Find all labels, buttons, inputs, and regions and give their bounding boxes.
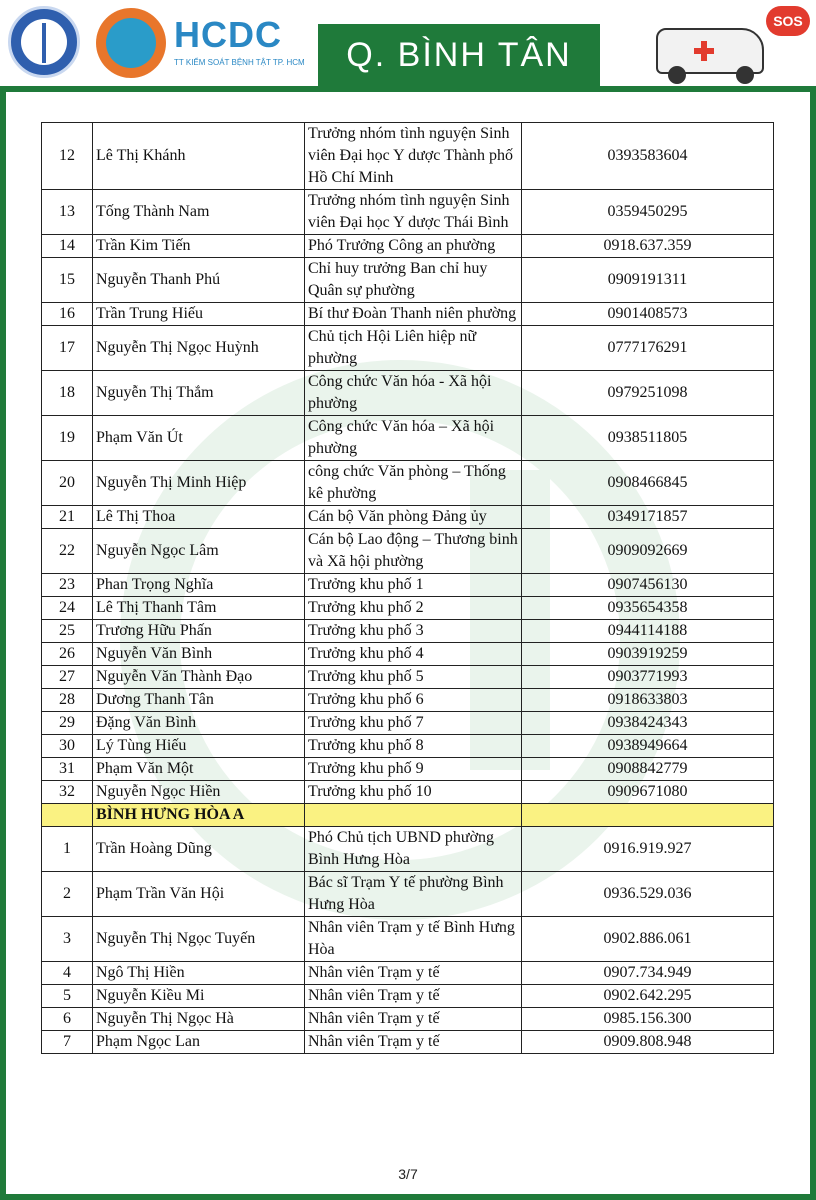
table-row [42, 123, 774, 190]
person-role: Chỉ huy trưởng Ban chỉ huy Quân sự phường [305, 258, 522, 303]
person-name: Nguyễn Ngọc Lâm [93, 529, 305, 574]
person-name: Phạm Trần Văn Hội [93, 872, 305, 917]
table-row [42, 689, 774, 712]
person-role: Trưởng khu phố 9 [305, 758, 522, 781]
person-role: Chủ tịch Hội Liên hiệp nữ phường [305, 326, 522, 371]
person-role: Trưởng nhóm tình nguyện Sinh viên Đại học Y dược Thành phố Hồ Chí Minh [305, 123, 522, 190]
person-name: Lý Tùng Hiếu [93, 735, 305, 758]
table-row [42, 529, 774, 574]
person-name: Nguyễn Thị Ngọc Huỳnh [93, 326, 305, 371]
row-number: 14 [42, 235, 93, 258]
row-number: 3 [42, 917, 93, 962]
phone-number: 0907456130 [522, 574, 774, 597]
table-row [42, 758, 774, 781]
table-row [42, 917, 774, 962]
health-department-seal-icon [8, 6, 80, 78]
person-role: Nhân viên Trạm y tế [305, 985, 522, 1008]
phone-number: 0918.637.359 [522, 235, 774, 258]
person-name: Lê Thị Thanh Tâm [93, 597, 305, 620]
phone-number: 0916.919.927 [522, 827, 774, 872]
section-title: BÌNH HƯNG HÒA A [93, 804, 305, 827]
person-name: Trần Trung Hiếu [93, 303, 305, 326]
person-name: Phạm Văn Út [93, 416, 305, 461]
row-number: 6 [42, 1008, 93, 1031]
table-row [42, 235, 774, 258]
person-name: Tống Thành Nam [93, 190, 305, 235]
table-row [42, 190, 774, 235]
person-name: Phạm Ngọc Lan [93, 1031, 305, 1054]
phone-number: 0908842779 [522, 758, 774, 781]
row-number: 25 [42, 620, 93, 643]
person-role: Cán bộ Văn phòng Đảng ủy [305, 506, 522, 529]
row-number: 15 [42, 258, 93, 303]
phone-number: 0985.156.300 [522, 1008, 774, 1031]
person-name: Nguyễn Thanh Phú [93, 258, 305, 303]
person-role: Bí thư Đoàn Thanh niên phường [305, 303, 522, 326]
row-number: 4 [42, 962, 93, 985]
phone-number: 0936.529.036 [522, 872, 774, 917]
row-number: 1 [42, 827, 93, 872]
person-role: Nhân viên Trạm y tế [305, 1031, 522, 1054]
table-row [42, 872, 774, 917]
phone-number: 0359450295 [522, 190, 774, 235]
table-row [42, 985, 774, 1008]
row-number: 13 [42, 190, 93, 235]
section-header-group [42, 804, 774, 827]
person-role: Bác sĩ Trạm Y tế phường Bình Hưng Hòa [305, 872, 522, 917]
logo-title: HCDC [174, 14, 282, 55]
person-name: Trần Kim Tiến [93, 235, 305, 258]
person-role: Trưởng khu phố 6 [305, 689, 522, 712]
red-cross-vertical [701, 41, 707, 61]
phone-number: 0902.886.061 [522, 917, 774, 962]
page-header [0, 0, 816, 88]
phone-number: 0902.642.295 [522, 985, 774, 1008]
contact-table [41, 122, 774, 1054]
phone-number: 0909.808.948 [522, 1031, 774, 1054]
ambulance-wheel-icon [668, 66, 686, 84]
row-number: 26 [42, 643, 93, 666]
person-role: Nhân viên Trạm y tế Bình Hưng Hòa [305, 917, 522, 962]
person-name: Ngô Thị Hiền [93, 962, 305, 985]
phone-number: 0903771993 [522, 666, 774, 689]
row-number: 18 [42, 371, 93, 416]
section-phone-cell [522, 804, 774, 827]
row-number: 16 [42, 303, 93, 326]
phone-number: 0901408573 [522, 303, 774, 326]
person-name: Nguyễn Văn Bình [93, 643, 305, 666]
person-role: Phó Chủ tịch UBND phường Bình Hưng Hòa [305, 827, 522, 872]
row-number: 12 [42, 123, 93, 190]
phone-number: 0349171857 [522, 506, 774, 529]
table-row [42, 620, 774, 643]
table-row [42, 781, 774, 804]
person-name: Trần Hoàng Dũng [93, 827, 305, 872]
row-number: 7 [42, 1031, 93, 1054]
phone-number: 0935654358 [522, 597, 774, 620]
logo-subtitle: TT KIỂM SOÁT BỆNH TẬT TP. HCM [174, 58, 305, 67]
table-row [42, 735, 774, 758]
table-row [42, 506, 774, 529]
table-row [42, 597, 774, 620]
phone-number: 0909092669 [522, 529, 774, 574]
table-row [42, 574, 774, 597]
row-number: 17 [42, 326, 93, 371]
person-name: Trương Hữu Phấn [93, 620, 305, 643]
phone-number: 0909671080 [522, 781, 774, 804]
person-role: Trưởng khu phố 7 [305, 712, 522, 735]
person-name: Nguyễn Thị Minh Hiệp [93, 461, 305, 506]
table-row [42, 1008, 774, 1031]
person-role: Trưởng khu phố 3 [305, 620, 522, 643]
row-number: 22 [42, 529, 93, 574]
person-role: Trưởng khu phố 2 [305, 597, 522, 620]
phone-number: 0944114188 [522, 620, 774, 643]
table-row [42, 1031, 774, 1054]
person-role: công chức Văn phòng – Thống kê phường [305, 461, 522, 506]
table-row [42, 371, 774, 416]
caduceus-icon [42, 23, 46, 63]
table-row [42, 666, 774, 689]
person-role: Nhân viên Trạm y tế [305, 1008, 522, 1031]
person-name: Lê Thị Khánh [93, 123, 305, 190]
phone-number: 0393583604 [522, 123, 774, 190]
person-role: Trưởng khu phố 5 [305, 666, 522, 689]
hcdc-logo-icon [96, 8, 166, 78]
row-number: 5 [42, 985, 93, 1008]
district-title: Q. BÌNH TÂN [318, 24, 600, 86]
person-role: Trưởng khu phố 10 [305, 781, 522, 804]
section-no-cell [42, 804, 93, 827]
contact-rows [42, 123, 774, 804]
phone-number: 0918633803 [522, 689, 774, 712]
section-contact-rows [42, 827, 774, 1054]
phone-number: 0909191311 [522, 258, 774, 303]
row-number: 23 [42, 574, 93, 597]
phone-number: 0907.734.949 [522, 962, 774, 985]
row-number: 31 [42, 758, 93, 781]
section-role-cell [305, 804, 522, 827]
phone-number: 0908466845 [522, 461, 774, 506]
table-row [42, 643, 774, 666]
person-name: Nguyễn Ngọc Hiền [93, 781, 305, 804]
person-role: Công chức Văn hóa - Xã hội phường [305, 371, 522, 416]
row-number: 21 [42, 506, 93, 529]
person-name: Dương Thanh Tân [93, 689, 305, 712]
phone-number: 0938949664 [522, 735, 774, 758]
page-number: 3/7 [398, 1166, 418, 1182]
person-name: Nguyễn Thị Ngọc Hà [93, 1008, 305, 1031]
person-role: Trưởng khu phố 1 [305, 574, 522, 597]
sos-badge: SOS [766, 6, 810, 36]
row-number: 20 [42, 461, 93, 506]
person-role: Trưởng khu phố 8 [305, 735, 522, 758]
table-row [42, 303, 774, 326]
row-number: 2 [42, 872, 93, 917]
row-number: 24 [42, 597, 93, 620]
row-number: 27 [42, 666, 93, 689]
person-name: Lê Thị Thoa [93, 506, 305, 529]
row-number: 19 [42, 416, 93, 461]
phone-number: 0938424343 [522, 712, 774, 735]
row-number: 30 [42, 735, 93, 758]
phone-number: 0979251098 [522, 371, 774, 416]
table-row [42, 712, 774, 735]
section-header-row [42, 804, 774, 827]
person-name: Nguyễn Kiều Mi [93, 985, 305, 1008]
table-row [42, 962, 774, 985]
person-role: Phó Trưởng Công an phường [305, 235, 522, 258]
row-number: 29 [42, 712, 93, 735]
table-row [42, 326, 774, 371]
person-role: Trưởng nhóm tình nguyện Sinh viên Đại học Y dược Thái Bình [305, 190, 522, 235]
table-row [42, 461, 774, 506]
table-row [42, 416, 774, 461]
person-name: Nguyễn Thị Ngọc Tuyến [93, 917, 305, 962]
person-role: Công chức Văn hóa – Xã hội phường [305, 416, 522, 461]
ambulance-wheel-icon [736, 66, 754, 84]
table-row [42, 258, 774, 303]
person-role: Cán bộ Lao động – Thương binh và Xã hội phường [305, 529, 522, 574]
phone-number: 0903919259 [522, 643, 774, 666]
person-name: Đặng Văn Bình [93, 712, 305, 735]
person-name: Nguyễn Văn Thành Đạo [93, 666, 305, 689]
row-number: 28 [42, 689, 93, 712]
row-number: 32 [42, 781, 93, 804]
phone-number: 0938511805 [522, 416, 774, 461]
person-name: Phạm Văn Một [93, 758, 305, 781]
person-name: Nguyễn Thị Thắm [93, 371, 305, 416]
hcdc-logo-center [106, 18, 156, 68]
table-row [42, 827, 774, 872]
person-role: Nhân viên Trạm y tế [305, 962, 522, 985]
person-name: Phan Trọng Nghĩa [93, 574, 305, 597]
phone-number: 0777176291 [522, 326, 774, 371]
person-role: Trưởng khu phố 4 [305, 643, 522, 666]
